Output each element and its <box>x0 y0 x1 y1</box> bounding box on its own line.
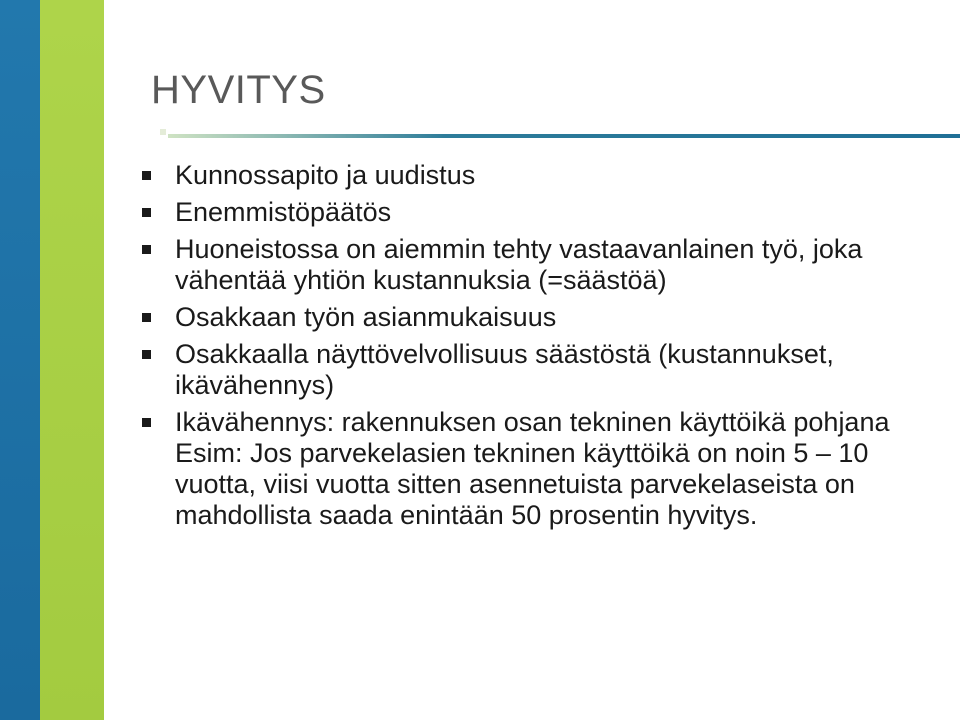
bullet-item <box>139 234 949 296</box>
square-bullet-icon <box>142 171 151 180</box>
title-rule-cap <box>160 129 166 135</box>
sidebar-blue-stripe <box>0 0 40 720</box>
square-bullet-icon <box>142 313 151 322</box>
bullet-text: Enemmistöpäätös <box>175 197 392 227</box>
bullet-item <box>139 302 949 333</box>
bullet-text: Ikävähennys: rakennuksen osan tekninen käyttöikä pohjana <box>175 407 890 437</box>
square-bullet-icon <box>142 350 151 359</box>
slide-title: HYVITYS <box>151 68 326 112</box>
square-bullet-icon <box>142 208 151 217</box>
bullet-text: Osakkaan työn asianmukaisuus <box>175 302 557 332</box>
title-underline-rule <box>168 134 960 138</box>
bullet-item <box>139 197 949 228</box>
bullet-item <box>139 339 949 401</box>
bullet-text: Kunnossapito ja uudistus <box>175 160 476 190</box>
sidebar-green-stripe <box>40 0 104 720</box>
bullet-list <box>139 160 949 531</box>
bullet-text: Huoneistossa on aiemmin tehty vastaavanlainen työ, joka vähentää yhtiön kustannuksia (=säästöä) <box>175 234 863 295</box>
square-bullet-icon <box>142 418 151 427</box>
bullet-text: Osakkaalla näyttövelvollisuus säästöstä (kustannukset, ikävähennys) <box>175 339 834 400</box>
decorative-sidebar <box>0 0 104 720</box>
square-bullet-icon <box>142 245 151 254</box>
example-paragraph: Esim: Jos parvekelasien tekninen käyttöikä on noin 5 – 10 vuotta, viisi vuotta sitten asennetuista parvekelaseista on mahdollista saada enintään 50 prosentin hyvitys. <box>175 438 869 530</box>
bullet-item <box>139 160 949 191</box>
bullet-item <box>139 407 949 438</box>
